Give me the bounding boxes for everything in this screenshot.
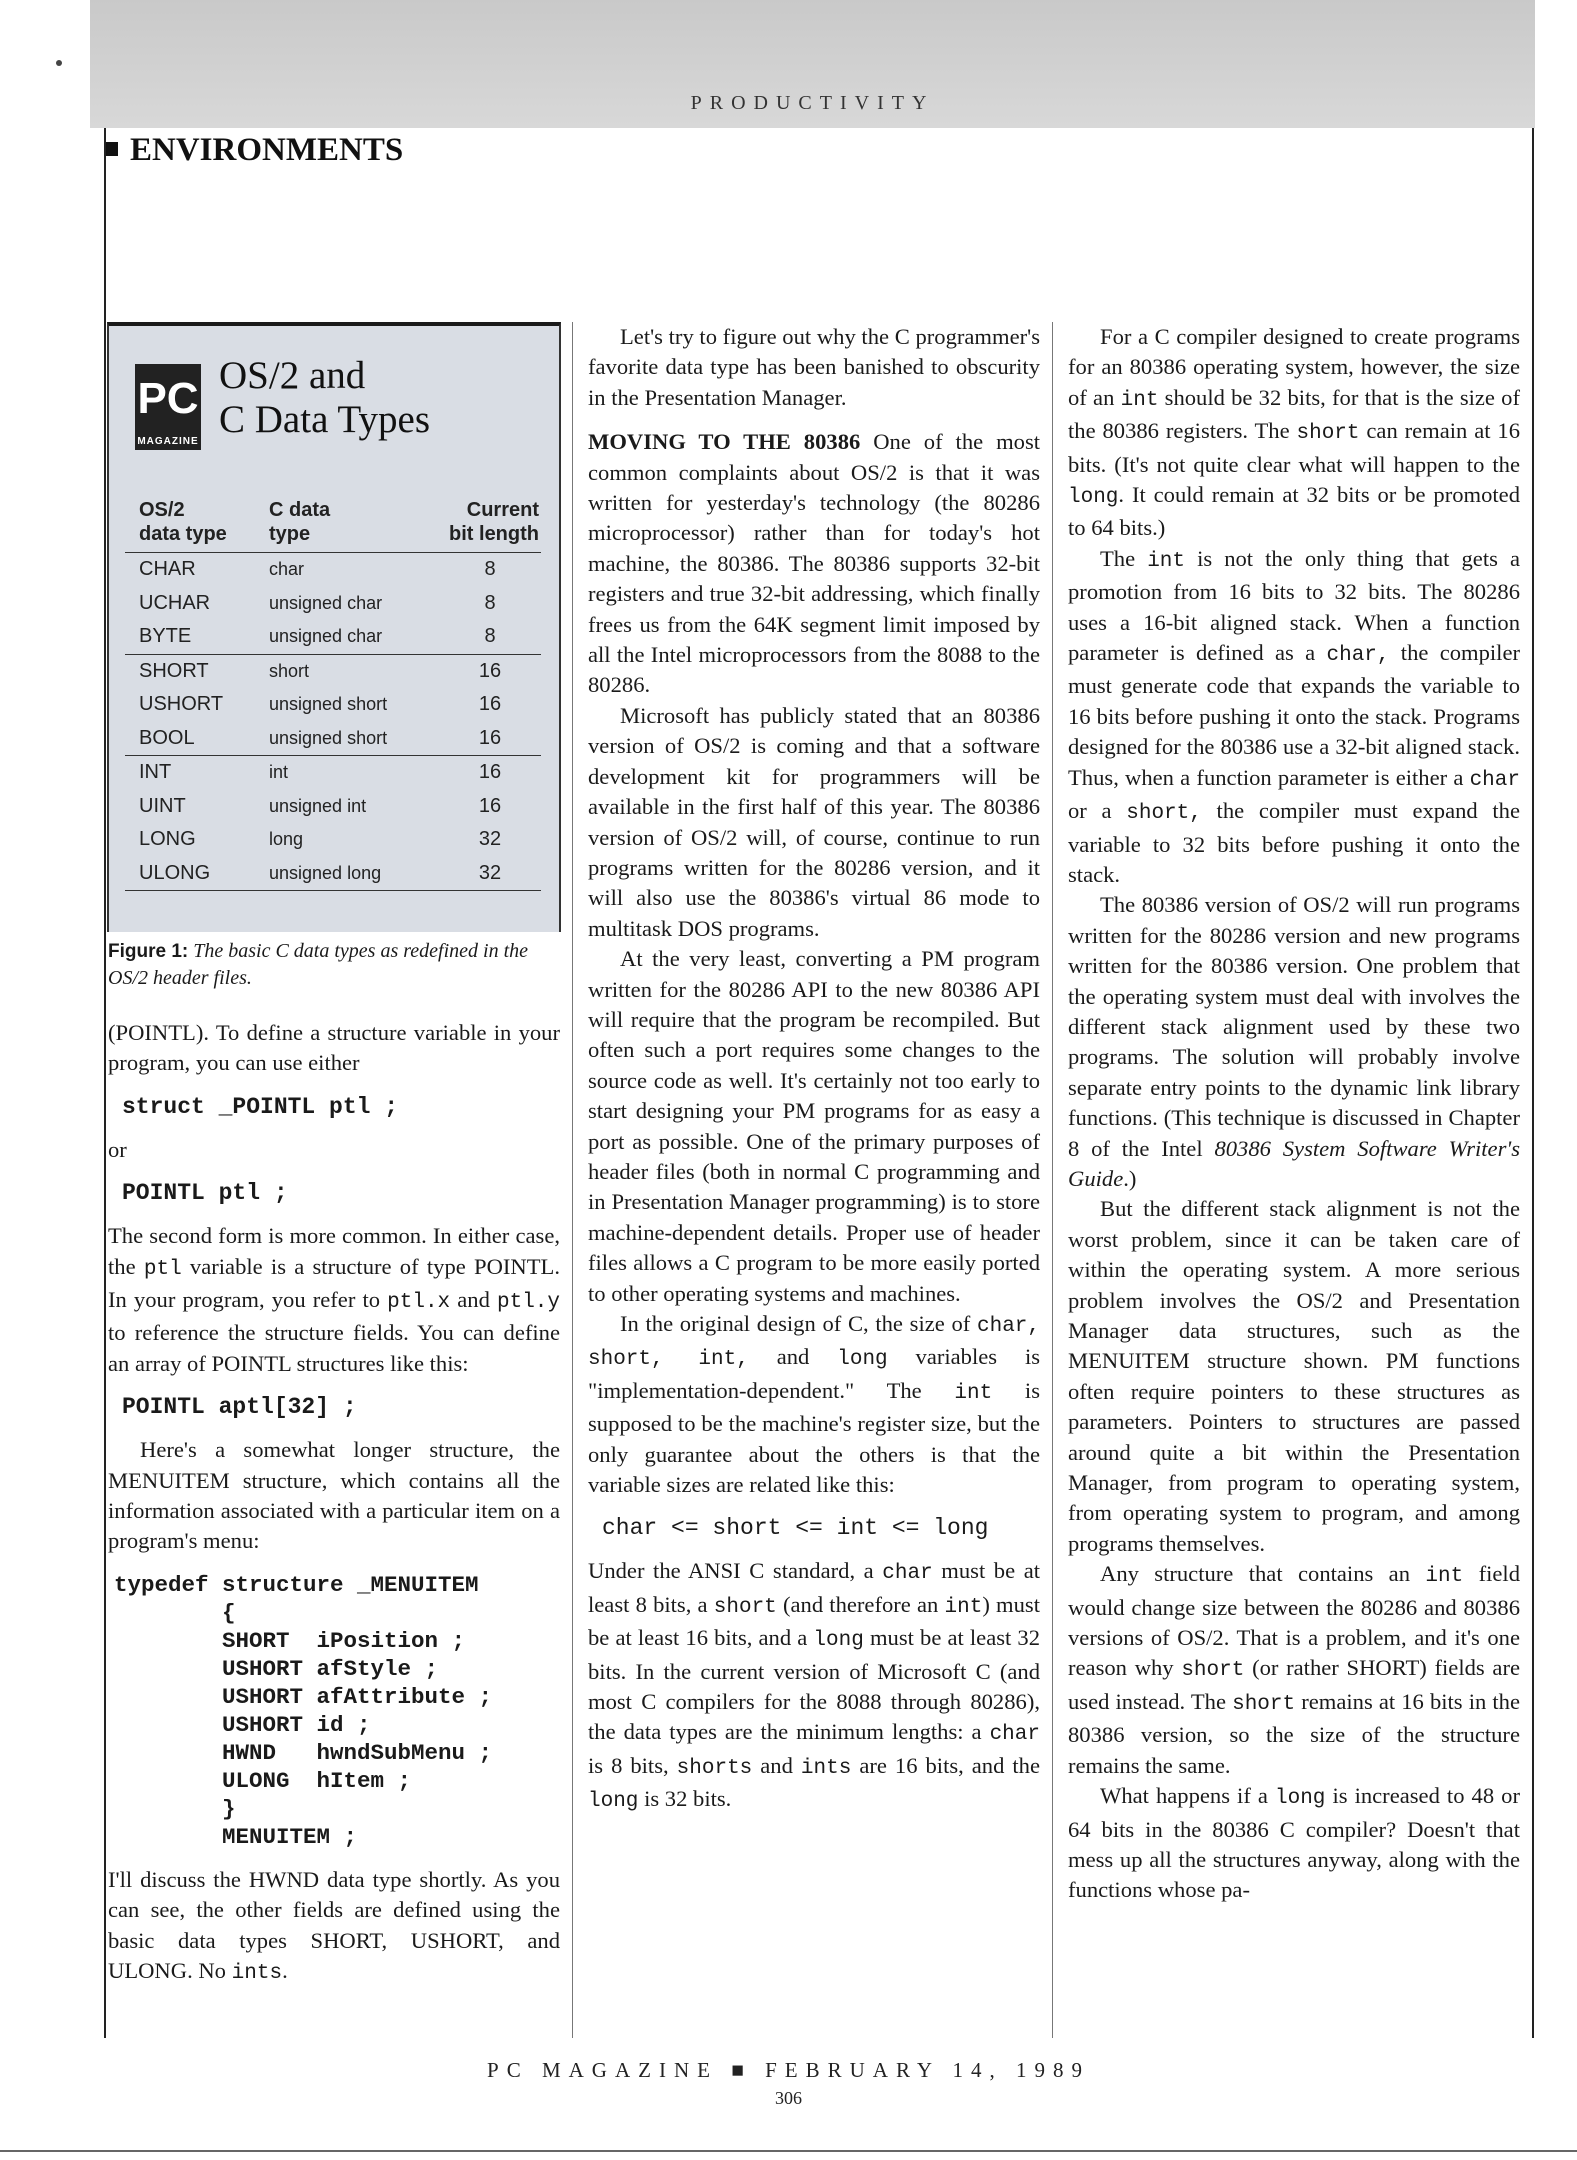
table-row: SHORT short 16 — [139, 659, 502, 682]
paragraph: or — [108, 1136, 127, 1162]
paragraph: In the original design of C, the size of char, short, int, and long variables is "implementation-dependent." The int is supposed to be the machine's register size, but the only guarantee about the others is that the variable sizes are related like this: — [588, 1311, 1041, 1498]
column-2 — [588, 322, 1040, 1818]
paragraph: (POINTL). To define a structure variable in your program, you can use either — [108, 1020, 560, 1076]
code-block: POINTL aptl[32] ; — [122, 1394, 357, 1421]
paragraph: At the very least, converting a PM program written for the 80286 API to the new 80386 API will require that the program be recompiled. But often such a port requires some changes to the source code as well. It's certainly not too early to start designing your PM programs for as easy a port as possible. One of the primary purposes of header files (both in normal C programming and in Presentation Manager programming) is to store machine-dependent details. Proper use of header files allows a C program to be more easily ported to other operating systems and machines. — [588, 946, 1040, 1306]
data-type-table — [125, 498, 541, 891]
header-os2-type: OS/2 data type — [125, 498, 269, 553]
table-row: USHORT unsigned short 16 — [139, 693, 502, 716]
column-rule-2 — [1052, 322, 1053, 2038]
paragraph: MOVING TO THE 80386 One of the most common complaints about OS/2 is that it was written for yesterday's technology (the 80286 microprocessor) rather than for today's hot machine, the 80386. The 80386 supports 32-bit registers and true 32-bit addressing, which finally frees us from the 64K segment limit imposed by all the Intel microprocessors from the 8088 to the 80286. — [588, 429, 1041, 698]
left-page-rule — [104, 128, 106, 2038]
paragraph: For a C compiler designed to create programs for an 80386 operating system, however, the size of an int should be 32 bits, for that is the size of the 80386 registers. The short can remain at 16 bits. (It's not quite clear what will happen to the long. It could remain at 32 bits or be promoted to 64 bits.) — [1068, 324, 1520, 541]
paragraph: The second form is more common. In either case, the ptl variable is a structure of type POINTL. In your program, you refer to ptl.x and ptl.y to reference the structure fields. You can define an array of POINTL structures like this: — [108, 1223, 560, 1376]
bullet-square-icon — [104, 142, 118, 156]
code-block: POINTL ptl ; — [122, 1180, 288, 1207]
table-row: UCHAR unsigned char 8 — [139, 591, 496, 614]
table-row: LONG long 32 — [139, 828, 502, 851]
margin-mark — [56, 60, 62, 66]
pc-magazine-logo: PC MAGAZINE — [135, 364, 201, 450]
table-row: INT int 16 — [139, 761, 502, 784]
column-3 — [1068, 322, 1520, 1906]
section-title — [104, 132, 403, 169]
paragraph: I'll discuss the HWND data type shortly. As you can see, the other fields are defined using the basic data types SHORT, USHORT, and ULONG. No ints. — [108, 1866, 560, 1986]
column-1 — [108, 1018, 560, 1990]
figure-os2-data-types — [107, 322, 561, 932]
section-title-text: ENVIRONMENTS — [130, 132, 404, 168]
paragraph: Microsoft has publicly stated that an 80386 version of OS/2 is coming and that a software development kit for programmers will be available in the first half of this year. The 80386 version of OS/2 will, of course, continue to run programs written for the 80286 version, and it will also use the 80386's virtual 86 mode to multitask DOS programs. — [588, 702, 1040, 941]
header-bit-length: Current bit length — [439, 498, 541, 553]
table-row: CHAR char 8 — [139, 558, 496, 581]
paragraph: Under the ANSI C standard, a char must be at least 8 bits, a short (and therefore an int) must be at least 16 bits, and a long must be at least 32 bits. In the current version of Microsoft C (and most C compilers for the 8088 through 80286), the data types are the minimum lengths: a char is 8 bits, shorts and ints are 16 bits, and the long is 32 bits. — [588, 1558, 1041, 1814]
bottom-rule — [0, 2150, 1577, 2152]
paragraph: What happens if a long is increased to 48 or 64 bits in the 80386 C compiler? Doesn't that mess up all the structures anyway, along with the functions whose pa- — [1068, 1783, 1520, 1903]
paragraph: Here's a somewhat longer structure, the MENUITEM structure, which contains all the information associated with a particular item on a program's menu: — [108, 1437, 560, 1554]
page-number: 306 — [775, 2088, 802, 2108]
footer-line: PC MAGAZINE ■ FEBRUARY 14, 1989 — [487, 2058, 1090, 2082]
header-label: PRODUCTIVITY — [690, 92, 935, 114]
paragraph: But the different stack alignment is not the worst problem, since it can be taken care of within the operating system. A more serious problem involves the OS/2 and Presentation Manager data structures, such as the MENUITEM structure shown. PM functions often require pointers to these structures as parameters. Pointers to structures are passed around quite a bit within the Presentation Manager, from program to operating system, from operating system to program, and among programs themselves. — [1068, 1196, 1520, 1556]
figure-title: OS/2 and C Data Types — [219, 354, 431, 441]
table-row: BYTE unsigned char 8 — [125, 620, 541, 654]
paragraph: The int is not the only thing that gets a promotion from 16 bits to 32 bits. The 80286 uses a 16-bit aligned stack. When a function parameter is defined as a char, the compiler must generate code that expands the variable to 16 bits before pushing it onto the stack. Programs designed for the 80386 use a 32-bit aligned stack. Thus, when a function parameter is either a char or a short, the compiler must expand the variable to 32 bits before pushing it onto the stack. — [1068, 545, 1521, 887]
paragraph: Any structure that contains an int field would change size between the 80286 and 80386 versions of OS/2. That is a problem, and it's one reason why short (or rather SHORT) fields are used instead. The short remains at 16 bits in the 80386 version, so the size of the structure remains the same. — [1068, 1561, 1520, 1778]
column-rule-1 — [572, 322, 573, 2038]
code-block: struct _POINTL ptl ; — [122, 1093, 399, 1120]
figure-caption: Figure 1: The basic C data types as redefined in the OS/2 header files. — [108, 940, 528, 989]
code-block: char <= short <= int <= long — [602, 1515, 989, 1542]
table-header-row — [125, 498, 541, 553]
subhead: MOVING TO THE 80386 — [588, 429, 861, 455]
header-c-type: C data type — [269, 498, 439, 553]
table-row: BOOL unsigned short 16 — [125, 722, 541, 756]
right-page-rule — [1532, 128, 1534, 2038]
table-row: ULONG unsigned long 32 — [125, 857, 541, 891]
paragraph: Let's try to figure out why the C programmer's favorite data type has been banished to obscurity in the Presentation Manager. — [588, 324, 1040, 410]
code-block-menuitem: typedef structure _MENUITEM { SHORT iPosition ; USHORT afStyle ; USHORT afAttribute ; USHORT id ; HWND hwndSubMenu ; ULONG hItem ; } MENUITEM ; — [114, 1571, 493, 1850]
table-row: UINT unsigned int 16 — [139, 794, 502, 817]
paragraph: The 80386 version of OS/2 will run programs written for the 80286 version and new programs written for the 80386 version. One problem that the operating system must deal with involves the different stack alignment used by these two programs. The solution will probably involve separate entry points to the dynamic link library functions. (This technique is discussed in Chapter 8 of the Intel 80386 System Software Writer's Guide.) — [1068, 892, 1520, 1191]
